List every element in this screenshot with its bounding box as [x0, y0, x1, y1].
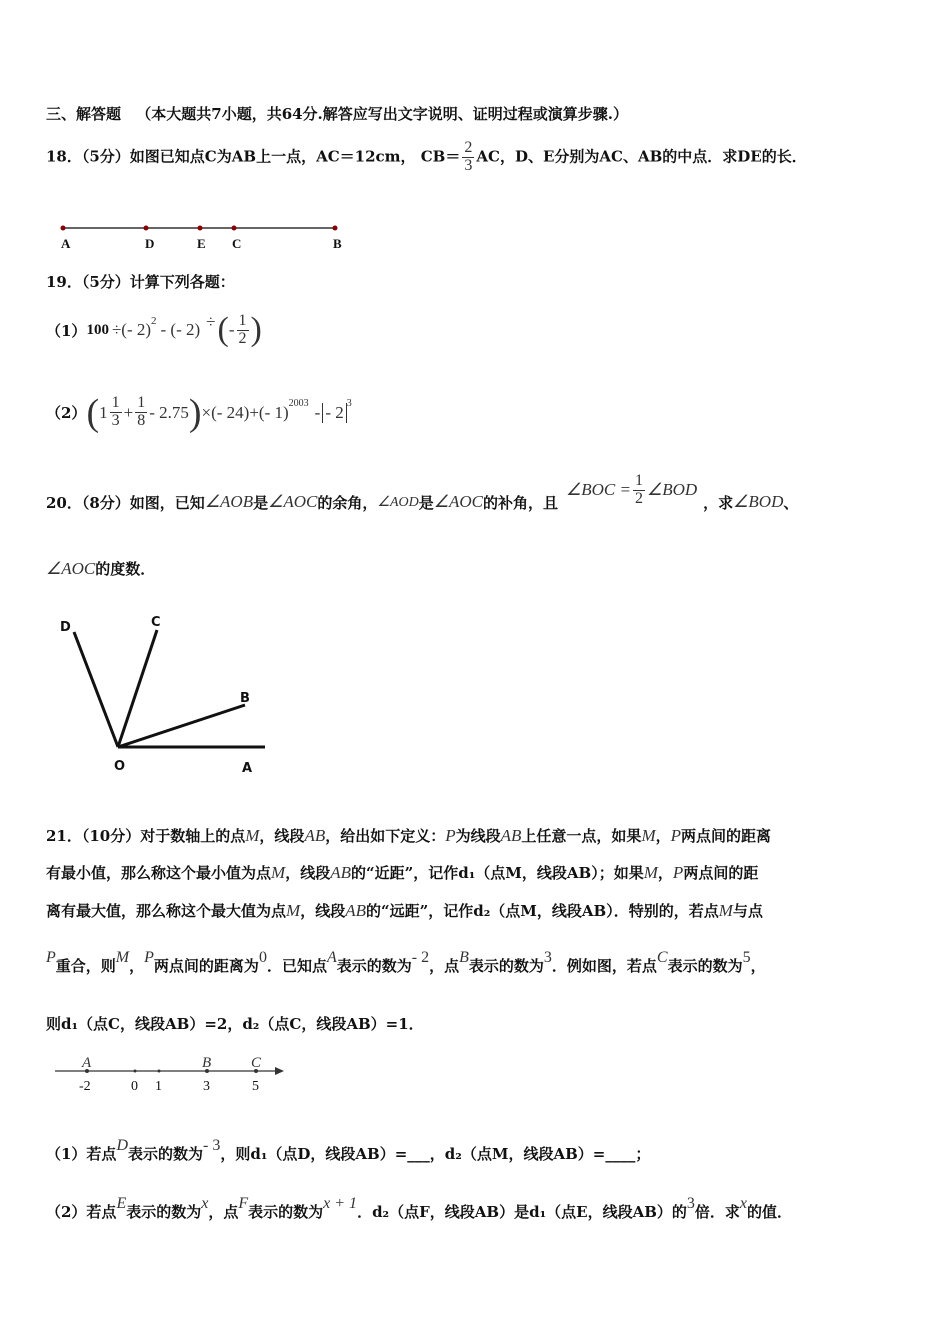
q21-l4-i: 表示的数为: [667, 957, 743, 975]
q20-text-8: 的度数．: [95, 560, 156, 578]
q19-p2-b: - 2.75: [149, 402, 189, 422]
q19-p2-a: 1: [99, 402, 108, 422]
q19-p2-rparen: ): [188, 391, 202, 434]
nl-label-c: C: [251, 1055, 262, 1071]
q21-line-5: 则d₁（点C，线段AB）=2，d₂（点C，线段AB）=1．: [46, 1015, 424, 1033]
q21-p1-b: 表示的数为: [128, 1145, 204, 1163]
q21-l2-m2: M: [643, 863, 658, 882]
q21-l4-p: P: [46, 949, 56, 966]
label-o: O: [114, 759, 126, 774]
label-d: D: [145, 236, 155, 251]
q21-p2-x-plus-1: x + 1: [323, 1195, 358, 1212]
q18-frac-den: 3: [464, 156, 473, 174]
q19-p1-number: 100: [86, 321, 109, 338]
q21-p2-x: x: [201, 1195, 209, 1212]
q21-l4-a: 重合，则: [55, 957, 116, 975]
nl-label-a: A: [82, 1055, 92, 1071]
q21-line-1: [46, 825, 771, 846]
q19-p2-frac-2: [135, 395, 147, 430]
q19-p2-abs: - 2: [322, 403, 346, 423]
q21-l1-g: 两点间的距离: [681, 827, 772, 845]
q21-p2-three: 3: [686, 1195, 695, 1212]
q19-p1-rparen: ): [250, 311, 262, 348]
ray-od: [74, 632, 118, 747]
section-note: （本大题共7小题，共64分.解答应写出文字说明、证明过程或演算步骤.）: [136, 105, 629, 123]
q20-text-6: ，求: [703, 493, 734, 512]
q21-l1-ab2: AB: [500, 826, 522, 845]
q21-l2-a: 有最小值，那么称这个最小值为点: [46, 864, 272, 882]
q19-p2-lparen: (: [86, 391, 100, 434]
label-a: A: [242, 761, 253, 776]
q20-angle-aoc-3: ∠AOC: [46, 559, 96, 578]
section-header: [46, 103, 628, 124]
q21-p2-e: ．d₂（点F，线段AB）是d₁（点E，线段AB）的: [357, 1203, 687, 1221]
q19-p1-a: (- 2): [121, 320, 152, 339]
q19-part-1: [46, 305, 262, 355]
q21-number-line: [50, 1050, 290, 1095]
q18-text-1: 18．（5分）如图已知点C为AB上一点，AC＝12cm， CB＝: [46, 147, 461, 166]
q21-l1-p: P: [445, 826, 456, 845]
q21-l4-three: 3: [543, 949, 552, 966]
q21-p2-a: （2）若点: [46, 1203, 117, 1221]
nl-tick-label-1: 1: [155, 1079, 162, 1094]
q20-text-3: 的余角，: [317, 493, 378, 512]
q21-l1-m2: M: [641, 826, 656, 845]
q19-part-2: [46, 385, 352, 440]
q19-p2-exp-1: 2003: [288, 398, 309, 409]
q20-angle-aoc: ∠AOC: [268, 492, 318, 511]
question-20: [46, 471, 799, 527]
q21-l4-point-b: B: [459, 949, 469, 966]
q20-frac-num: 1: [634, 471, 643, 489]
q20-text-1: 20．（8分）如图，已知: [46, 493, 205, 512]
q21-p2-x2: x: [739, 1195, 748, 1212]
q21-p1-a: （1）若点: [46, 1145, 117, 1163]
q21-l1-a: 21．（10分）对于数轴上的点: [46, 827, 246, 845]
q21-l4-zero: 0: [258, 949, 267, 966]
label-d: D: [60, 620, 71, 635]
q21-p1-neg3: - 3: [203, 1137, 221, 1154]
q20-fraction: [633, 473, 645, 508]
q21-l3-m2: M: [718, 901, 733, 920]
q19-p2-frac-1: [110, 395, 122, 430]
section-title: 三、解答题: [46, 105, 122, 123]
q21-l4-j: ，: [750, 957, 766, 975]
q21-l4-point-c: C: [656, 949, 668, 966]
point-a: [61, 226, 66, 231]
q21-l4-neg2: - 2: [411, 949, 430, 966]
q19-p2-d: -: [314, 402, 321, 422]
q21-part-1: [46, 1137, 651, 1164]
tick-1: [158, 1070, 161, 1073]
q21-l2-c: 的“近距”，记作d₁（点M，线段AB）；如果: [350, 864, 644, 882]
q21-p2-f-point: F: [238, 1195, 249, 1212]
q21-l1-c: ，给出如下定义：: [325, 827, 446, 845]
q21-l4-e: 表示的数为: [336, 957, 412, 975]
q20-text-5: 的补角，且: [482, 493, 558, 512]
q21-p2-d: 表示的数为: [248, 1203, 324, 1221]
q19-p1-lparen: (: [217, 311, 229, 348]
label-c: C: [232, 236, 242, 251]
q21-l3-a: 离有最大值，那么称这个最大值为点: [46, 902, 287, 920]
q21-p2-g: 的值．: [747, 1203, 793, 1221]
question-18: [46, 140, 807, 175]
label-e: E: [197, 236, 206, 251]
point-b: [333, 226, 338, 231]
q19-p2-label: （2）: [46, 404, 87, 422]
q21-line-3: [46, 900, 763, 921]
q20-equation: [566, 473, 697, 508]
q21-l2-p: P: [672, 863, 684, 882]
q21-l4-f: ，点: [429, 957, 460, 975]
q20-angle-boc: ∠BOC =: [566, 480, 631, 499]
q21-l1-ab: AB: [304, 826, 326, 845]
q21-l1-m: M: [245, 826, 260, 845]
q20-text-2: 是: [253, 493, 269, 512]
q19-p2-exp-2: 3: [346, 398, 352, 409]
q19-p1-label: （1）: [46, 321, 87, 340]
q21-l4-g: 表示的数为: [468, 957, 544, 975]
q21-l3-c: 的“远距”，记作d₂（点M，线段AB）．特别的，若点: [365, 902, 719, 920]
q20-angle-aod: ∠AOD: [377, 494, 419, 510]
q21-p2-e-point: E: [116, 1195, 127, 1212]
q18-fraction: [462, 140, 474, 175]
q21-l1-p2: P: [670, 826, 682, 845]
axis-arrow: [275, 1067, 284, 1075]
q19-p1-b: - (- 2): [160, 320, 201, 339]
q21-l1-b: ，线段: [259, 827, 305, 845]
label-b: B: [333, 236, 342, 251]
q19-p1-frac-num: 1: [238, 311, 247, 329]
q19-title: 19．（5分）计算下列各题：: [46, 273, 235, 291]
label-a: A: [61, 236, 71, 251]
q21-part-2: [46, 1195, 793, 1222]
q21-p1-d: D: [116, 1137, 128, 1154]
q20-angle-bod: ∠BOD: [646, 480, 698, 499]
q19-p2-c: ×(- 24)+(- 1): [201, 402, 289, 422]
q20-text-7: 、: [783, 493, 799, 512]
q21-l4-five: 5: [742, 949, 751, 966]
q19-p1-c: -: [228, 320, 235, 339]
q20-angle-figure: [50, 610, 280, 780]
q21-l3-d: 与点: [732, 902, 763, 920]
q21-l2-ab: AB: [330, 863, 351, 882]
q21-l4-point-a: A: [326, 949, 337, 966]
ray-oc: [118, 630, 157, 747]
q21-line-4: [46, 949, 766, 976]
nl-label-b: B: [202, 1055, 212, 1071]
q21-l4-d: ．已知点: [266, 957, 327, 975]
q21-l4-c: 两点间的距离为: [153, 957, 259, 975]
q21-p2-f: 倍．求: [694, 1203, 740, 1221]
q21-l2-b: ，线段: [285, 864, 331, 882]
q19-p2-plus: +: [123, 402, 134, 422]
nl-tick-label-3: 3: [203, 1079, 210, 1094]
q21-l2-e: 两点间的距: [683, 864, 759, 882]
q21-line-2: [46, 862, 758, 883]
q20-angle-aoc-2: ∠AOC: [433, 492, 483, 511]
q21-p2-c: ，点: [208, 1203, 239, 1221]
q18-text-2: AC，D、E分别为AC、AB的中点．求DE的长．: [476, 147, 807, 166]
q19-p2-f2-num: 1: [137, 394, 146, 412]
q21-l3-ab: AB: [345, 901, 366, 920]
q21-l4-m: M: [115, 949, 130, 966]
nl-tick-label-0: 0: [131, 1079, 138, 1094]
q19-p1-div: ÷: [111, 320, 122, 339]
q19-p2-f1-den: 3: [111, 412, 120, 429]
q21-p2-b: 表示的数为: [126, 1203, 202, 1221]
q21-l1-d: 为线段: [455, 827, 501, 845]
tick-0: [134, 1070, 137, 1073]
q21-l1-e: 上任意一点，如果: [521, 827, 642, 845]
q18-segment-figure: [50, 215, 360, 260]
q21-l2-m: M: [271, 863, 286, 882]
q21-l4-h: ．例如图，若点: [551, 957, 657, 975]
q21-l3-m: M: [286, 901, 301, 920]
nl-tick-label-neg2: -2: [79, 1079, 91, 1094]
label-c: C: [151, 615, 161, 630]
q19-p1-frac-den: 2: [238, 329, 247, 347]
label-b: B: [240, 691, 250, 706]
q19-p1-exp: 2: [151, 315, 157, 327]
ray-ob: [118, 705, 245, 747]
nl-tick-label-5: 5: [252, 1079, 259, 1094]
q21-l4-b: ，: [129, 957, 145, 975]
point-c: [232, 226, 237, 231]
q21-l3-b: ，线段: [300, 902, 346, 920]
q20-angle-aob: ∠AOB: [204, 492, 254, 511]
q20-angle-bod-2: ∠BOD: [733, 492, 784, 511]
q19-p2-f1-num: 1: [111, 394, 120, 412]
point-e: [198, 226, 203, 231]
q19-p1-fraction: [237, 313, 249, 348]
q20-text-4: 是: [418, 493, 434, 512]
q18-frac-num: 2: [464, 139, 473, 156]
q21-l4-p2: P: [144, 949, 154, 966]
q21-l1-f: ，: [655, 827, 671, 845]
q21-p1-c: ，则d₁（点D，线段AB）=___，d₂（点M，线段AB）=____；: [220, 1145, 651, 1163]
point-d: [144, 226, 149, 231]
q19-p1-div2: ÷: [206, 312, 216, 331]
q20-line-2: [46, 558, 155, 579]
q20-frac-den: 2: [634, 489, 643, 507]
q19-p2-f2-den: 8: [137, 412, 146, 429]
q21-l2-d: ，: [657, 864, 673, 882]
